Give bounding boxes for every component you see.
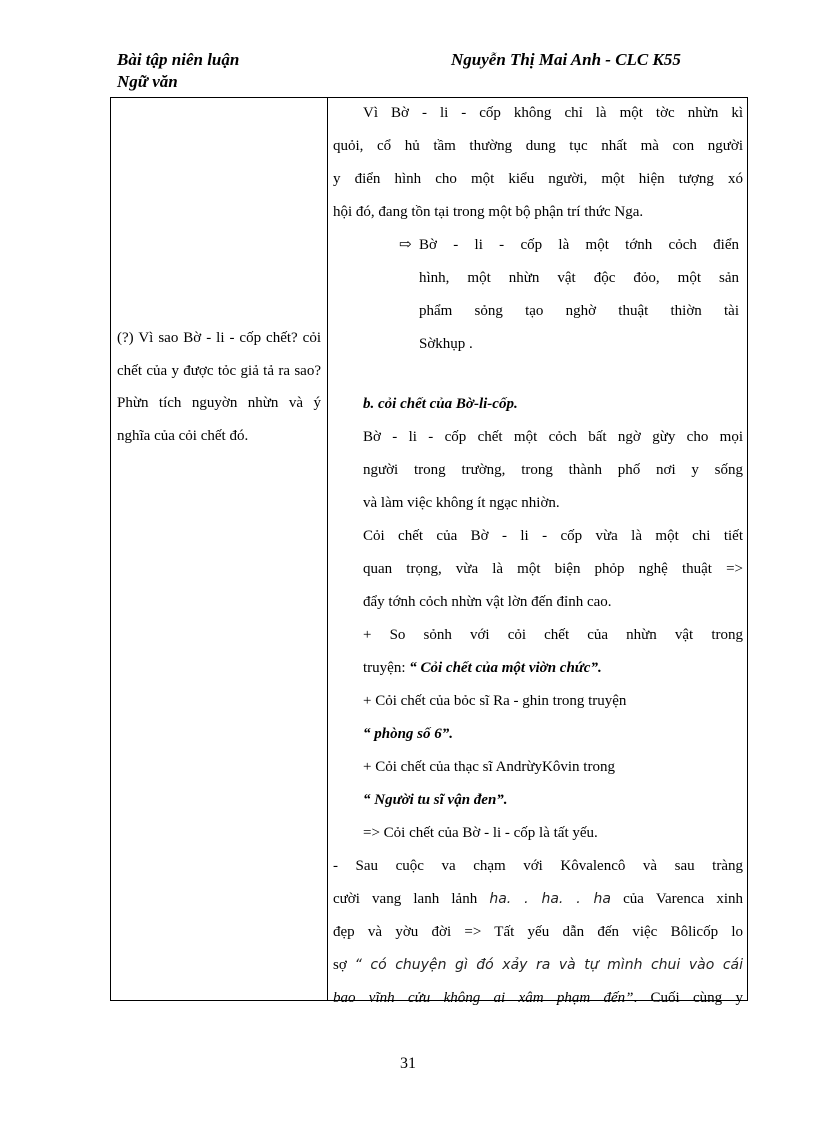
intro-line: quỏi, cổ hủ tầm thường dung tục nhất mà con người	[333, 138, 743, 154]
final-line	[333, 883, 743, 916]
arrow-line: Bờ - li - cốp là một tớnh cỏch điển	[419, 237, 739, 253]
header-subject: Ngữ văn	[117, 72, 178, 91]
conclusion-line: => Cỏi chết của Bờ - li - cốp là tất yếu.	[363, 825, 598, 841]
question-cell: (?) Vì sao Bờ - li - cốp chết? cỏi chết của y được tỏc giả tả ra sao? Phừn tích nguyờn nhừn và ý nghĩa của cỏi chết đó.	[117, 330, 321, 444]
text-run: sợ	[333, 957, 355, 973]
para1-line: và làm việc không ít ngạc nhiờn.	[363, 495, 560, 511]
compare-prefix: truyện:	[363, 660, 410, 676]
para2-line: Cỏi chết của Bờ - li - cốp vừa là một chi tiết	[363, 528, 743, 544]
answer-cell	[333, 97, 743, 1015]
compare-line: + Cỏi chết của thạc sĩ AndrừyKôvin trong	[363, 759, 615, 775]
header-left	[117, 49, 239, 93]
laugh-text: ha. . ha. . ha	[489, 891, 611, 907]
quote-text: “ có chuyện gì đó xảy ra và tự mình chui vào cái	[354, 957, 743, 973]
final-line: đẹp và yờu đời => Tất yếu dẫn đến việc Bôlicốp lo	[333, 924, 743, 940]
story-title: “ phòng số 6”.	[363, 726, 454, 742]
intro-line: Vì Bờ - li - cốp không chỉ là một tờc nhừn kì	[363, 105, 743, 121]
quote-text: bao vĩnh cửu không ai xâm phạm đến”	[333, 990, 634, 1006]
header-course-title: Bài tập niên luận	[117, 50, 240, 69]
section-title: b. cỏi chết của Bờ-li-cốp.	[363, 396, 518, 412]
para2-line: quan trọng, vừa là một biện phỏp nghệ thuật =>	[363, 561, 743, 577]
story-title: “ Người tu sĩ vận đen”.	[363, 792, 508, 808]
column-divider	[327, 97, 328, 1000]
final-line: - Sau cuộc va chạm với Kôvalencô và sau tràng	[333, 858, 743, 874]
final-line	[333, 982, 743, 1015]
header-author: Nguyễn Thị Mai Anh - CLC K55	[451, 50, 681, 69]
text-run: của Varenca xinh	[610, 891, 743, 907]
arrow-line: Sờkhụp .	[419, 336, 473, 352]
arrow-right-icon: ⇨	[399, 237, 412, 253]
para1-line: người trong trường, trong thành phố nơi y sống	[363, 462, 743, 478]
compare-line: + Cỏi chết của bỏc sĩ Ra - ghin trong truyện	[363, 693, 627, 709]
compare-line	[333, 652, 743, 685]
intro-line: hội đó, đang tồn tại trong một bộ phận trí thức Nga.	[333, 204, 644, 220]
compare-line: + So sỏnh với cỏi chết của nhừn vật trong	[363, 627, 743, 643]
arrow-line: phẩm sỏng tạo nghờ thuật thiờn tài	[419, 303, 739, 319]
story-title: “ Cỏi chết của một viờn chức”.	[409, 660, 602, 676]
spacer	[333, 361, 743, 388]
text-run: cười vang lanh lảnh	[333, 891, 490, 907]
para2-line: đẩy tớnh cỏch nhừn vật lờn đến đỉnh cao.	[363, 594, 612, 610]
final-line	[333, 949, 743, 982]
content-table	[110, 97, 748, 1006]
intro-line: y điển hình cho một kiểu người, một hiện tượng xó	[333, 171, 743, 187]
page-number: 31	[400, 1055, 416, 1072]
arrow-bullet-item	[399, 229, 743, 361]
arrow-line: hình, một nhừn vật độc đỏo, một sản	[419, 270, 739, 286]
para1-line: Bờ - li - cốp chết một cỏch bất ngờ gừy cho mọi	[363, 429, 743, 445]
text-run: . Cuối cùng y	[633, 990, 743, 1006]
